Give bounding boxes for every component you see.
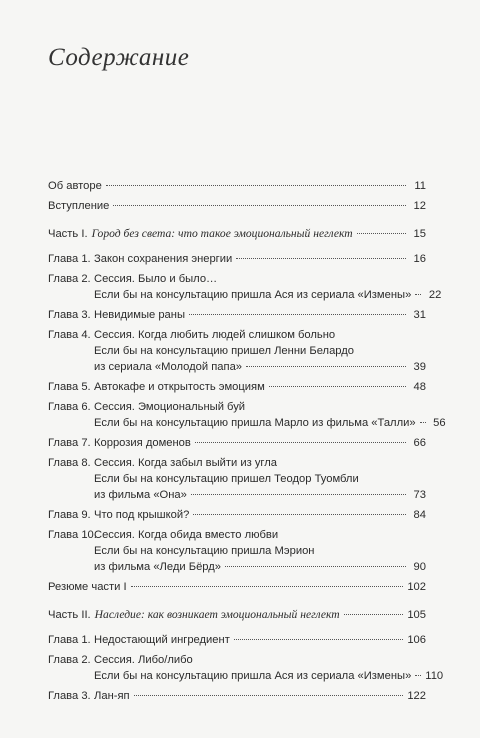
chapter-body — [94, 251, 426, 267]
toc-page-number: 122 — [407, 690, 426, 702]
dot-leader — [195, 442, 406, 443]
toc-page-number: 16 — [413, 253, 426, 265]
chapter-label: Глава 2. — [48, 654, 91, 666]
toc-chapter-entry[interactable] — [48, 652, 444, 684]
toc-chapter-entry[interactable] — [48, 327, 426, 375]
chapter-line — [94, 343, 426, 359]
chapter-body — [94, 527, 426, 575]
toc-chapter-entry[interactable] — [48, 251, 426, 267]
chapter-line — [94, 399, 426, 415]
dot-leader — [131, 586, 404, 587]
chapter-label: Глава 3. — [48, 309, 91, 321]
toc-page-number: 73 — [413, 489, 426, 501]
chapter-title-text: Коррозия доменов — [94, 437, 191, 449]
chapter-line — [94, 251, 426, 267]
chapter-body — [94, 399, 446, 431]
toc-chapter-entry[interactable] — [48, 271, 442, 303]
toc-page-number: 66 — [413, 437, 426, 449]
chapter-line — [94, 543, 426, 559]
dot-leader — [415, 294, 421, 295]
toc-front-matter — [48, 178, 426, 214]
dot-leader — [234, 639, 404, 640]
chapter-line — [94, 359, 426, 375]
chapter-line — [94, 307, 426, 323]
toc-chapter-entry[interactable] — [48, 435, 426, 451]
chapter-label: Глава 2. — [48, 273, 91, 285]
dot-leader — [420, 422, 426, 423]
chapter-title-text: из сериала «Молодой папа» — [94, 361, 243, 373]
chapter-title-text: Сессия. Было и было… — [94, 273, 218, 285]
toc-entry-text: Вступление — [48, 200, 110, 212]
chapter-title-text: Сессия. Когда любить людей слишком больно — [94, 329, 336, 341]
chapter-title-text: Автокафе и открытость эмоциям — [94, 381, 265, 393]
chapter-title-text: Если бы на консультацию пришла Ася из сериала «Измены» — [94, 670, 412, 682]
chapter-line — [94, 652, 426, 668]
chapter-title-text: из фильма «Леди Бёрд» — [94, 561, 222, 573]
page-title: Содержание — [48, 44, 190, 71]
chapter-body — [94, 435, 426, 451]
chapter-body — [94, 632, 426, 648]
chapter-title-text: Сессия. Когда обида вместо любви — [94, 529, 279, 541]
part-prefix: Часть II. — [48, 609, 91, 621]
dot-leader — [193, 514, 406, 515]
chapter-body — [94, 327, 426, 375]
dot-leader — [246, 366, 406, 367]
chapter-line — [94, 668, 444, 684]
chapter-body — [94, 455, 426, 503]
chapter-label: Глава 1. — [48, 253, 91, 265]
toc-part-2 — [48, 607, 444, 704]
toc-chapter-entry[interactable] — [48, 632, 426, 648]
chapter-title-text: Закон сохранения энергии — [94, 253, 233, 265]
toc-page-number: 31 — [413, 309, 426, 321]
dot-leader — [113, 205, 406, 206]
chapter-title-text: Сессия. Либо/либо — [94, 654, 193, 666]
chapter-line — [94, 507, 426, 523]
chapter-title-text: из фильма «Она» — [94, 489, 187, 501]
toc-page-number: 11 — [414, 180, 426, 192]
toc-page-number: 84 — [413, 509, 426, 521]
toc-entry-text: Об авторе — [48, 180, 102, 192]
dot-leader — [106, 185, 406, 186]
chapter-body — [94, 379, 426, 395]
toc-page-number: 56 — [433, 417, 446, 429]
chapter-title-text: Лан-яп — [94, 690, 130, 702]
toc-part-1 — [48, 226, 446, 595]
chapter-line — [94, 632, 426, 648]
toc-page-number: 48 — [413, 381, 426, 393]
chapter-line — [94, 435, 426, 451]
toc-page-number: 102 — [407, 581, 426, 593]
chapter-body — [94, 307, 426, 323]
toc-page-number: 15 — [413, 228, 426, 240]
toc-page-number: 39 — [413, 361, 426, 373]
chapter-title-text: Если бы на консультацию пришел Ленни Белардо — [94, 345, 355, 357]
chapter-body — [94, 688, 426, 704]
chapter-label: Глава 5. — [48, 381, 91, 393]
chapter-title-text: Если бы на консультацию пришла Ася из сериала «Измены» — [94, 289, 412, 301]
dot-leader — [225, 566, 406, 567]
dot-leader — [415, 675, 421, 676]
chapter-label: Глава 8. — [48, 457, 91, 469]
chapter-line — [94, 327, 426, 343]
chapter-line — [94, 471, 426, 487]
chapter-line — [94, 487, 426, 503]
toc-page-number: 110 — [425, 670, 444, 682]
part-prefix: Часть I. — [48, 228, 88, 240]
toc-entry-intro[interactable] — [48, 198, 426, 214]
chapter-label: Глава 10. — [48, 529, 97, 541]
chapter-body — [94, 271, 442, 303]
chapter-line — [94, 527, 426, 543]
chapter-line — [94, 379, 426, 395]
chapter-body — [94, 507, 426, 523]
chapter-line — [94, 287, 442, 303]
chapter-label: Глава 7. — [48, 437, 91, 449]
toc-chapter-entry[interactable] — [48, 399, 446, 431]
dot-leader — [269, 386, 406, 387]
chapter-label: Глава 3. — [48, 690, 91, 702]
dot-leader — [191, 494, 406, 495]
toc-entry-summary[interactable] — [48, 579, 426, 595]
chapter-line — [94, 559, 426, 575]
chapter-body — [94, 652, 444, 684]
table-of-contents — [48, 178, 446, 712]
dot-leader — [357, 233, 406, 234]
toc-chapter-entry[interactable] — [48, 455, 426, 503]
chapter-label: Глава 1. — [48, 634, 91, 646]
toc-page-number: 12 — [413, 200, 426, 212]
toc-chapter-entry[interactable] — [48, 307, 426, 323]
toc-page-number: 90 — [413, 561, 426, 573]
dot-leader — [189, 314, 406, 315]
chapter-label: Глава 6. — [48, 401, 91, 413]
toc-page-number: 105 — [407, 609, 426, 621]
toc-page-number: 106 — [407, 634, 426, 646]
chapter-title-text: Что под крышкой? — [94, 509, 190, 521]
part-title: Город без света: что такое эмоциональный неглект — [91, 227, 353, 240]
toc-part-heading[interactable] — [48, 607, 426, 623]
toc-entry-about[interactable] — [48, 178, 426, 194]
chapter-title-text: Невидимые раны — [94, 309, 185, 321]
toc-chapter-entry[interactable] — [48, 507, 426, 523]
chapter-label: Глава 9. — [48, 509, 91, 521]
chapter-title-text: Сессия. Когда забыл выйти из угла — [94, 457, 278, 469]
chapter-title-text: Недостающий ингредиент — [94, 634, 230, 646]
chapter-title-text: Если бы на консультацию пришла Мэрион — [94, 545, 315, 557]
chapter-line — [94, 415, 446, 431]
toc-chapter-entry[interactable] — [48, 527, 426, 575]
chapter-line — [94, 271, 426, 287]
dot-leader — [134, 695, 404, 696]
chapter-label: Глава 4. — [48, 329, 91, 341]
chapter-title-text: Если бы на консультацию пришел Теодор Туомбли — [94, 473, 359, 485]
part-title: Наследие: как возникает эмоциональный неглект — [94, 608, 340, 621]
toc-entry-text: Резюме части I — [48, 581, 127, 593]
chapter-title-text: Сессия. Эмоциональный буй — [94, 401, 246, 413]
chapter-line — [94, 688, 426, 704]
chapter-title-text: Если бы на консультацию пришла Марло из фильма «Талли» — [94, 417, 416, 429]
toc-chapter-entry[interactable] — [48, 379, 426, 395]
chapter-line — [94, 455, 426, 471]
dot-leader — [236, 258, 406, 259]
toc-part-heading[interactable] — [48, 226, 426, 242]
dot-leader — [344, 614, 404, 615]
toc-chapter-entry[interactable] — [48, 688, 426, 704]
toc-page-number: 22 — [428, 289, 442, 301]
